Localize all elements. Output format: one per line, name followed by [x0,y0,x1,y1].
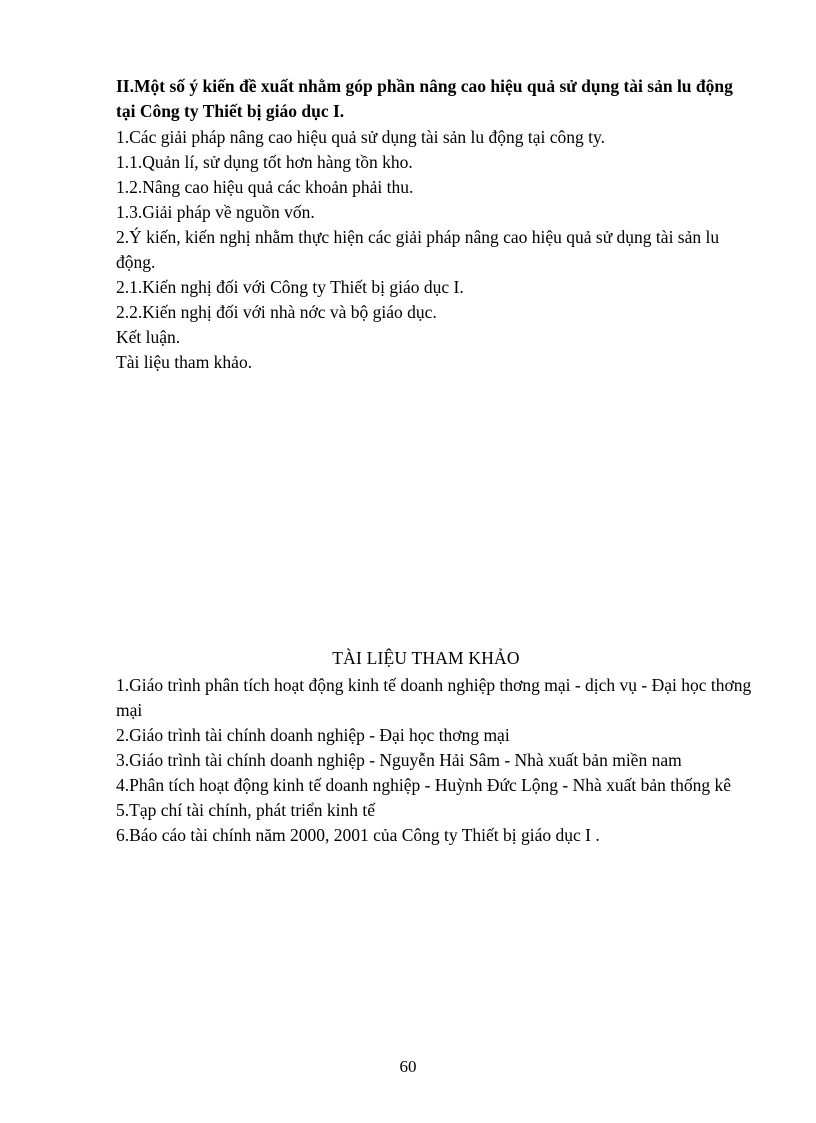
reference-item: 2.Giáo trình tài chính doanh nghiệp - Đại học thơng mại [116,725,510,745]
section-heading: II.Một số ý kiến đề xuất nhằm góp phần nâng cao hiệu quả sử dụng tài sản lu động tại Công ty Thiết bị giáo dục I. [116,76,733,121]
toc-item: 1.2.Nâng cao hiệu quả các khoản phải thu. [116,177,414,197]
toc-item: 2.2.Kiến nghị đối với nhà nớc và bộ giáo dục. [116,302,437,322]
table-of-contents [116,74,736,375]
references-section [116,646,756,848]
reference-item: 6.Báo cáo tài chính năm 2000, 2001 của Công ty Thiết bị giáo dục I . [116,825,600,845]
toc-item: Tài liệu tham khảo. [116,352,253,372]
toc-item: 1.1.Quản lí, sử dụng tốt hơn hàng tồn kho. [116,152,413,172]
reference-item: 3.Giáo trình tài chính doanh nghiệp - Nguyễn Hải Sâm - Nhà xuất bản miền nam [116,750,682,770]
reference-item: 4.Phân tích hoạt động kinh tế doanh nghiệp - Huỳnh Đức Lộng - Nhà xuất bản thống kê [116,775,732,795]
reference-item: 5.Tạp chí tài chính, phát triển kinh tế [116,800,376,820]
page-number: 60 [399,1057,417,1076]
toc-item: 1.Các giải pháp nâng cao hiệu quả sử dụng tài sản lu động tại công ty. [116,127,606,147]
references-title: TÀI LIỆU THAM KHẢO [332,648,520,668]
toc-item: 2.Ý kiến, kiến nghị nhằm thực hiện các giải pháp nâng cao hiệu quả sử dụng tài sản lu động. [116,227,720,272]
toc-item: 2.1.Kiến nghị đối với Công ty Thiết bị giáo dục I. [116,277,464,297]
toc-item: 1.3.Giải pháp về nguồn vốn. [116,202,315,222]
toc-item: Kết luận. [116,327,181,347]
reference-item: 1.Giáo trình phân tích hoạt động kinh tế doanh nghiệp thơng mại - dịch vụ - Đại học thơng mại [116,675,752,720]
